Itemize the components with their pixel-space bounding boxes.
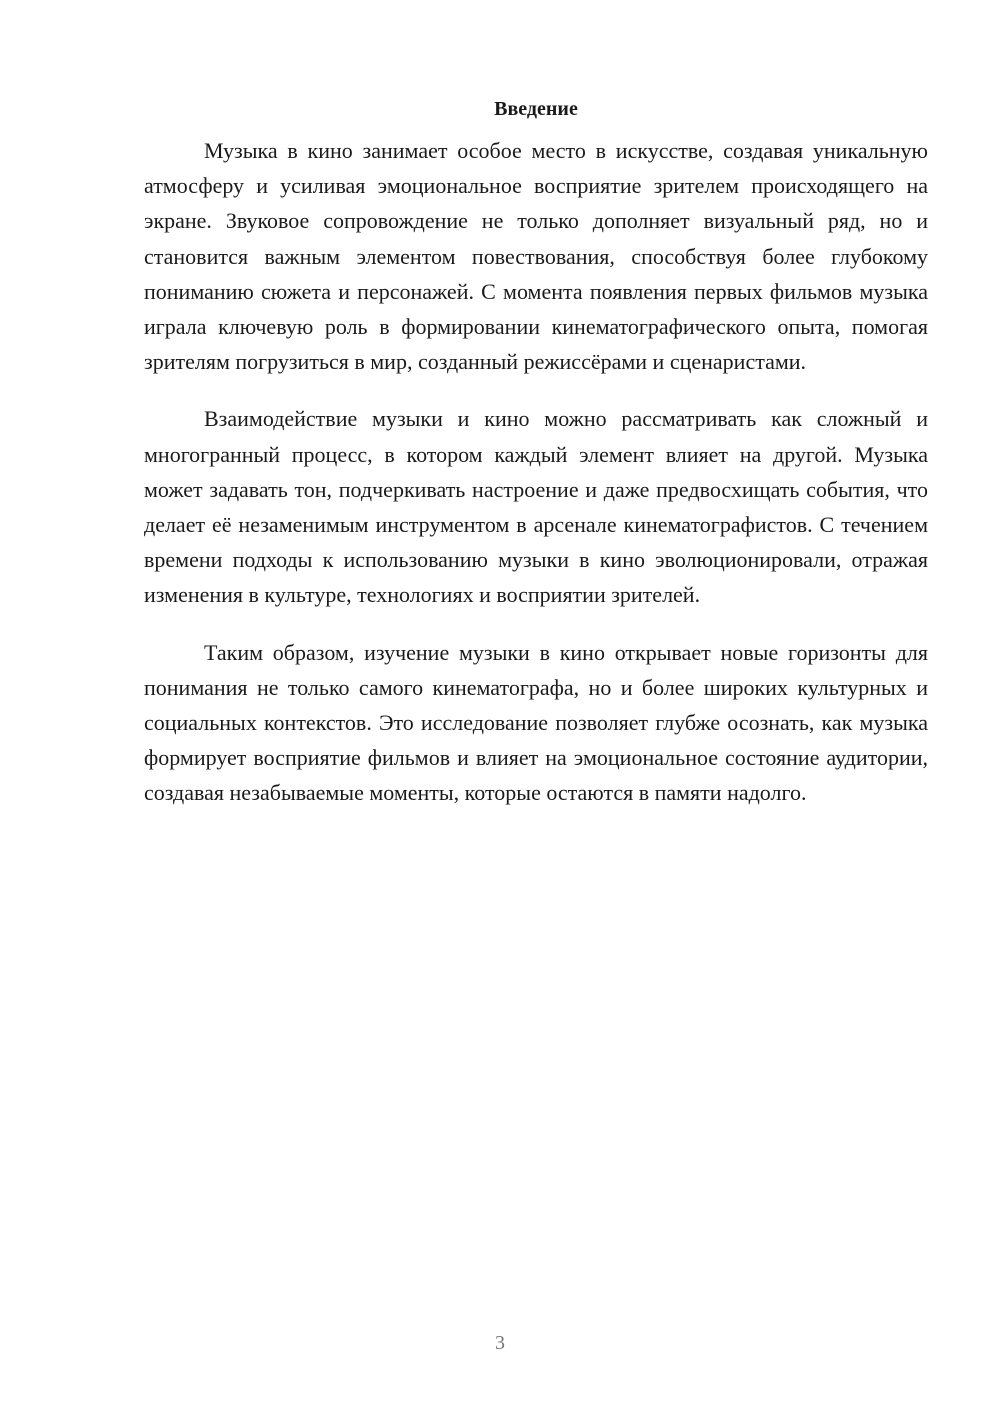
page-content [144, 92, 928, 833]
section-heading: Введение [494, 98, 578, 120]
paragraph-2: Взаимодействие музыки и кино можно рассматривать как сложный и многогранный процесс, в котором каждый элемент влияет на другой. Музыка может задавать тон, подчеркивать настроение и даже предвосхищать события, что делает её незаменимым инструментом в арсенале кинематографистов. С течением времени подходы к использованию музыки в кино эволюционировали, отражая изменения в культуре, технологиях и восприятии зрителей. [144, 406, 928, 608]
paragraph-3: Таким образом, изучение музыки в кино открывает новые горизонты для понимания не только самого кинематографа, но и более широких культурных и социальных контекстов. Это исследование позволяет глубже осознать, как музыка формирует восприятие фильмов и влияет на эмоциональное состояние аудитории, создавая незабываемые моменты, которые остаются в памяти надолго. [144, 639, 928, 806]
page-number: 3 [495, 1332, 505, 1354]
paragraph-1: Музыка в кино занимает особое место в искусстве, создавая уникальную атмосферу и усиливая эмоциональное восприятие зрителем происходящего на экране. Звуковое сопровождение не только дополняет визуальный ряд, но и становится важным элементом повествования, способствуя более глубокому пониманию сюжета и персонажей. С момента появления первых фильмов музыка играла ключевую роль в формировании кинематографического опыта, помогая зрителям погрузиться в мир, созданный режиссёрами и сценаристами. [144, 138, 928, 375]
